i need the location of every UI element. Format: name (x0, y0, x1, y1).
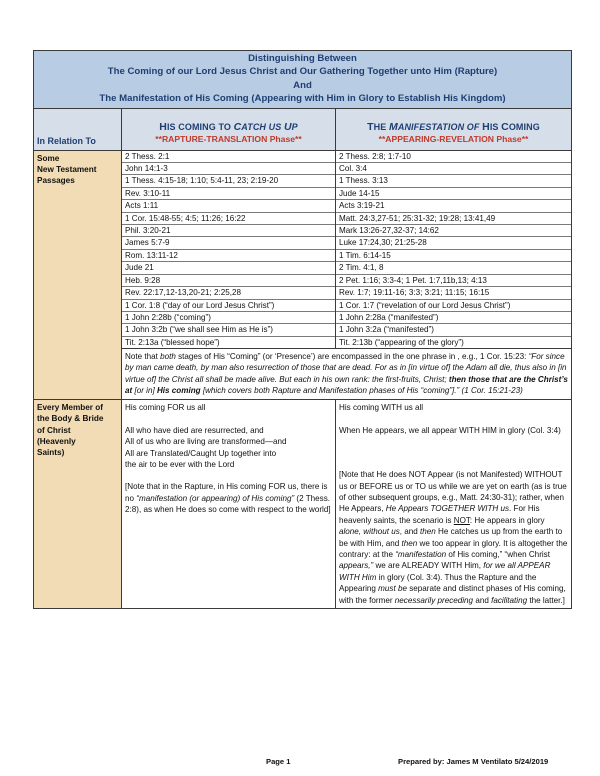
passage: 1 Tim. 6:14-15 (336, 250, 571, 262)
passage: 1 John 3:2a (“manifested”) (336, 324, 571, 336)
rapture-body-cell: His coming FOR us all All who have died are resurrected, and All of us who are living are transformed—and All are Translated/Caught Up together into the air to be ever with the Lord [Note that in the Rapture, in His coming FOR us, there is no “manifestation (or appearing) of His coming” (2 Thess. 2:8), as when He does so come with respect to the world] (122, 400, 336, 608)
rapture-heading-line: His coming FOR us all (125, 403, 206, 413)
title-line-3: And (293, 79, 312, 91)
manifestation-passages (336, 151, 571, 349)
page-number: Page 1 (266, 757, 291, 766)
passage: Mark 13:26-27,32-37; 14:62 (336, 225, 571, 237)
rapture-note: [Note that in the Rapture, in His coming FOR us, there is no “manifestation (or appearing) of His coming” (2 Thess. 2:8), as when He does so come with respect to the world] (125, 482, 331, 515)
passage: Rev. 22:17,12-13,20-21; 2:25,28 (122, 287, 335, 299)
title-line-1: Distinguishing Between (248, 53, 357, 64)
both-stages-note: Note that both stages of His “Coming” (or ‘Presence’) are encompassed in the one phrase in , e.g., 1 Cor. 15:23: “For since by man came death, by man also resurrection of those that are dead. For as in [in virtue of] the Adam all die, thus also in [in virtue of] the Christ all shall be made alive. But each in his own rank: the first-fruits, Christ; then those that are the Christ’s at [or in] His coming [which covers both Rapture and Manifestation phases of His “coming”].” (1 Cor. 15:21-23) (122, 348, 571, 399)
relation-column-header: In Relation To (34, 109, 122, 150)
passage: 1 Cor. 15:48-55; 4:5; 11:26; 16:22 (122, 213, 335, 225)
rapture-phase: **RAPTURE-TRANSLATION Phase** (155, 133, 302, 144)
passage: 1 John 2:28a (“manifested”) (336, 312, 571, 324)
passage: Heb. 9:28 (122, 275, 335, 287)
passage: 1 John 2:28b (“coming”) (122, 312, 335, 324)
passage: James 5:7-9 (122, 237, 335, 249)
passage: John 14:1-3 (122, 163, 335, 175)
table-title (34, 51, 571, 109)
passage: 1 John 3:2b (“we shall see Him as He is”) (122, 324, 335, 336)
rapture-heading: HIS COMING TO CATCH US UP (159, 120, 298, 133)
rapture-passages (122, 151, 336, 349)
row-label-body-of-christ: Every Member of the Body & Bride of Christ (Heavenly Saints) (34, 400, 122, 608)
manifestation-column-header (336, 109, 571, 150)
passage: 2 Pet. 1:16; 3:3-4; 1 Pet. 1:7,11b,13; 4:13 (336, 275, 571, 287)
passage: 1 Thess. 3:13 (336, 175, 571, 187)
column-headers (34, 109, 571, 151)
passage: Tit. 2:13b (“appearing of the glory”) (339, 337, 464, 347)
manifestation-body-cell: His coming WITH us all When He appears, we all appear WITH HIM in glory (Col. 3:4) [Note that He does NOT Appear (is not Manifested) WITHOUT us or BEFORE us or TO us while we are yet on earth (as is true of other subsequent groups, e.g., Matt. 24:30-31); rather, when He Appears, He Appears TOGETHER WITH us. For His heavenly saints, the scenario is NOT: He appears in glory alone, without us, and then He catches us up from the earth to be with Him, and then we too appear in glory. It is altogether the contrary: at the “manifestation of His coming,” “when Christ appears,” we are ALREADY WITH Him, for we all APPEAR WITH Him in glory (Col. 3:4). Thus the Rapture and the Appearing must be separate and distinct phases of His coming, with the former necessarily preceding and facilitating the latter.] (339, 403, 568, 605)
passage: 2 Tim. 4:1, 8 (336, 262, 571, 274)
passage: Acts 1:11 (122, 200, 335, 212)
row-passages (34, 151, 571, 401)
passage: Jude 21 (122, 262, 335, 274)
passage: Jude 14-15 (336, 188, 571, 200)
passage: 1 Thess. 4:15-18; 1:10; 5:4-11, 23; 2:19-20 (122, 175, 335, 187)
passage: Acts 3:19-21 (336, 200, 571, 212)
comparison-table (33, 50, 572, 609)
passage: 2 Thess. 2:1 (122, 151, 335, 163)
row-body-of-christ (34, 400, 571, 608)
prepared-by: Prepared by: James M Ventilato 5/24/2019 (398, 757, 549, 766)
passage: Rom. 13:11-12 (122, 250, 335, 262)
manifestation-note: [Note that He does NOT Appear (is not Manifested) WITHOUT us or BEFORE us or TO us while we are yet on earth (as is true of other subsequent groups, e.g., Matt. 24:30-31); rather, when He Appears, He Appears TOGETHER WITH us. For His heavenly saints, the scenario is NOT: He appears in glory alone, without us, and then He catches us up from the earth to be with Him, and then we too appear in glory. It is altogether the contrary: at the “manifestation of His coming,” “when Christ appears,” we are ALREADY WITH Him, for we all APPEAR WITH Him in glory (Col. 3:4). Thus the Rapture and the Appearing must be separate and distinct phases of His coming, with the former necessarily preceding and facilitating the latter.] (339, 470, 568, 605)
passage: Rev. 1:7; 19:11-16; 3:3; 3:21; 11:15; 16:15 (336, 287, 571, 299)
passage: Matt. 24:3,27-51; 25:31-32; 19:28; 13:41,49 (336, 213, 571, 225)
manifestation-heading: THE MANIFESTATION OF HIS COMING (367, 120, 540, 133)
rapture-column-header (122, 109, 336, 150)
passage: 2 Thess. 2:8; 1:7-10 (336, 151, 571, 163)
passage: 1 Cor. 1:8 (“day of our Lord Jesus Christ”) (122, 300, 335, 312)
passage: Tit. 2:13a (“blessed hope”) (125, 337, 220, 347)
title-line-4: The Manifestation of His Coming (Appearing with Him in Glory to Establish His Kingdom) (99, 93, 506, 105)
passage: Luke 17:24,30; 21:25-28 (336, 237, 571, 249)
passage: Rev. 3:10-11 (122, 188, 335, 200)
passage: Col. 3:4 (336, 163, 571, 175)
title-line-2: The Coming of our Lord Jesus Christ and Our Gathering Together unto Him (Rapture) (107, 66, 498, 78)
passage: Phil. 3:20-21 (122, 225, 335, 237)
manifestation-heading-line: His coming WITH us all (339, 403, 424, 413)
manifestation-phase: **APPEARING-REVELATION Phase** (378, 133, 529, 144)
row-label-passages: Some New Testament Passages (34, 151, 122, 400)
passage: 1 Cor. 1:7 (“revelation of our Lord Jesus Christ”) (336, 300, 571, 312)
